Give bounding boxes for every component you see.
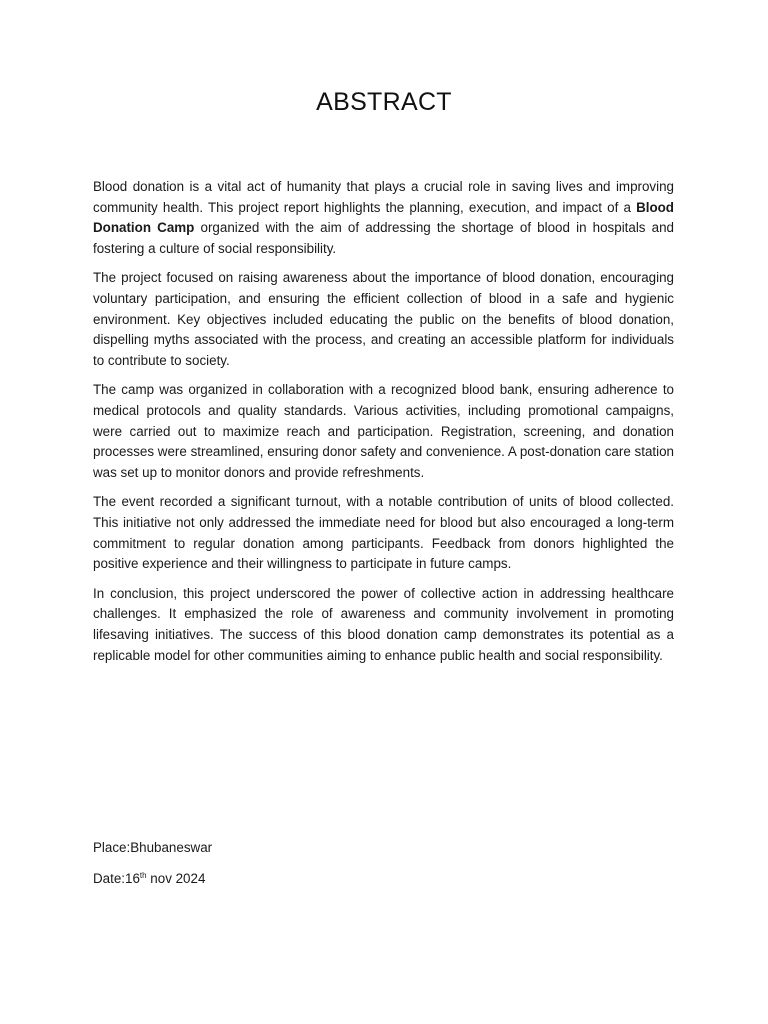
paragraph-organization: The camp was organized in collaboration with a recognized blood bank, ensuring adherence to medical protocols and quality standards. Various activities, including promotional campaigns, were carried out to maximize reach and participation. Registration, screening, and donation processes were streamlined, ensuring donor safety and convenience. A post-donation care station was set up to monitor donors and provide refreshments. [93,382,674,481]
date-line [93,869,212,890]
place-line: Place:Bhubaneswar [93,840,213,855]
paragraph-conclusion: In conclusion, this project underscored the power of collective action in addressing healthcare challenges. It emphasized the role of awareness and community involvement in promoting lifesaving initiatives. The success of this blood donation camp demonstrates its potential as a replicable model for other communities aiming to enhance public health and social responsibility. [93,585,674,663]
paragraph-objectives: The project focused on raising awareness about the importance of blood donation, encouraging voluntary participation, and ensuring the efficient collection of blood in a safe and hygienic environment. Key objectives included educating the public on the benefits of blood donation, dispelling myths associated with the process, and creating an accessible platform for individuals to contribute to society. [93,270,674,369]
paragraph-intro-text: Blood donation is a vital act of humanity that plays a crucial role in saving lives and improving community health. This project report highlights the planning, execution, and impact of a [93,179,674,215]
date-day: Date:16 [93,870,140,886]
date-month-year: nov 2024 [146,870,206,886]
abstract-body [93,177,674,675]
paragraph-outcome: The event recorded a significant turnout, with a notable contribution of units of blood collected. This initiative not only addressed the immediate need for blood but also encouraged a long-term commitment to regular donation among participants. Feedback from donors highlighted the positive experience and their willingness to participate in future camps. [93,494,674,572]
paragraph-intro [93,177,674,260]
camp-name-emphasis: Blood Donation Camp [93,199,674,236]
date-ordinal: th [139,870,147,880]
paragraph-intro-text-end: organized with the aim of addressing the shortage of blood in hospitals and fostering a culture of social responsibility. [93,220,674,257]
page-title: ABSTRACT [316,88,452,116]
document-footer [93,838,212,899]
